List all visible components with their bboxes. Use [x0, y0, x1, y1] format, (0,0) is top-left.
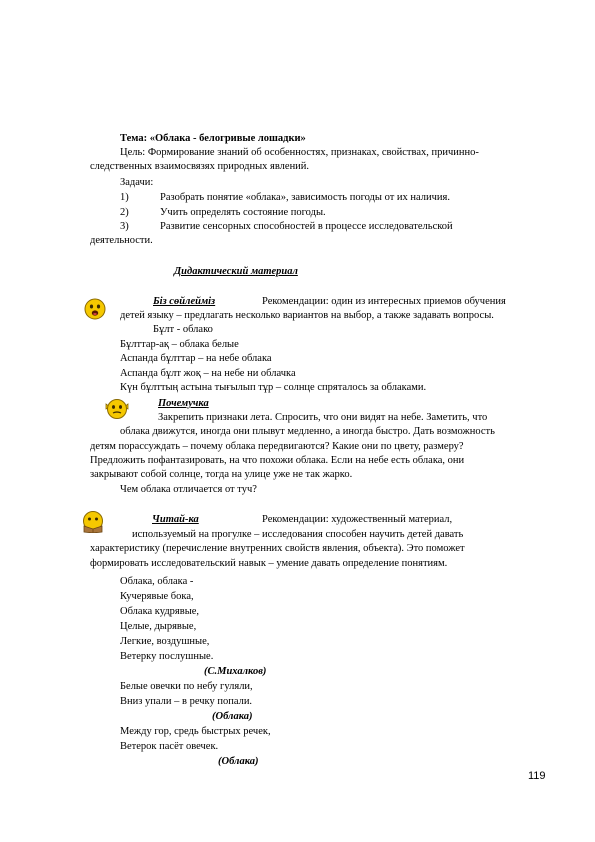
task-number: 3): [120, 221, 129, 232]
section2-line: закрывают собой солнце, тогда на улице уже не так жарко.: [90, 469, 353, 480]
page-title: Тема: «Облака - белогривые лошадки»: [120, 133, 306, 144]
poem-line: Ветерку послушные.: [120, 651, 214, 662]
task-item: [120, 191, 450, 204]
poem-line: Легкие, воздушные,: [120, 636, 210, 647]
riddle-line: Ветерок пасёт овечек.: [120, 741, 219, 752]
section2-line: облака движутся, иногда они плывут медленно, а иногда быстро. Дать возможность: [120, 426, 495, 437]
riddle-line: Между гор, средь быстрых речек,: [120, 726, 271, 737]
section2-line: детям порассуждать – почему облака передвигаются? Какие они по цвету, размеру?: [90, 441, 464, 452]
poem-author: (С.Михалков): [204, 666, 267, 677]
section3-recommendation-1: Рекомендации: художественный материал,: [262, 514, 453, 525]
goal-line-1: Цель: Формирование знаний об особенностях, признаках, свойствах, причинно-: [120, 147, 479, 158]
phrase-line: Аспанда бұлт жоқ – на небе ни облачка: [120, 368, 296, 379]
poem-line: Облака, облака -: [120, 576, 194, 587]
section2-question: Чем облака отличается от туч?: [120, 484, 257, 495]
smiley-reading-icon: [80, 511, 106, 533]
section2-line: Предложить пофантазировать, на что похожи облака. Если на небе есть облака, они: [90, 455, 465, 466]
poem-line: Кучерявые бока,: [120, 591, 194, 602]
section1-recommendation-2: детей языку – предлагать несколько вариантов на выбор, а также задавать вопросы.: [120, 310, 494, 321]
task-item: [120, 206, 326, 219]
section3-recommendation-3: характеристику (перечисление внутренних свойств явления, объекта). Это поможет: [90, 543, 465, 554]
riddle-line: Белые овечки по небу гуляли,: [120, 681, 253, 692]
task-text: Разобрать понятие «облака», зависимость погоды от их наличия.: [160, 192, 450, 203]
task3-continuation: деятельности.: [90, 235, 153, 246]
task-number: 2): [120, 207, 129, 218]
poem-line: Целые, дырявые,: [120, 621, 197, 632]
task-text: Развитие сенсорных способностей в процессе исследовательской: [160, 221, 453, 232]
task-text: Учить определять состояние погоды.: [160, 207, 326, 218]
riddle-line: Вниз упали – в речку попали.: [120, 696, 253, 707]
poem-line: Облака кудрявые,: [120, 606, 200, 617]
section1-recommendation-1: Рекомендации: один из интересных приемов обучения: [262, 296, 506, 307]
phrase-line: Аспанда бұлттар – на небе облака: [120, 353, 272, 364]
smiley-talking-icon: [84, 298, 106, 320]
tasks-label: Задачи:: [120, 177, 154, 188]
phrase-line: Күн бұлттың астына тығылып тұр – солнце спряталось за облаками.: [120, 382, 427, 393]
phrase-line: Бұлт - облако: [153, 324, 213, 335]
section3-recommendation-2: используемый на прогулке – исследования способен научить детей давать: [132, 529, 464, 540]
section2-line: Закрепить признаки лета. Спросить, что они видят на небе. Заметить, что: [158, 412, 488, 423]
task-number: 1): [120, 192, 129, 203]
section1-title: Біз сөйлейміз: [153, 296, 216, 307]
section3-title: Читай-ка: [152, 514, 199, 525]
section3-recommendation-4: формировать исследовательский навык – умение давать определение понятиям.: [90, 558, 448, 569]
page-number: 119: [528, 770, 546, 782]
goal-line-2: следственных взаимосвязях природных явлений.: [90, 161, 310, 172]
riddle-answer: (Облака): [212, 711, 253, 722]
material-title: Дидактический материал: [174, 266, 298, 277]
section2-title: Почемучка: [158, 398, 209, 409]
task-item: [120, 220, 453, 233]
phrase-line: Бұлттар-ақ – облака белые: [120, 339, 239, 350]
riddle-answer: (Облака): [218, 756, 259, 767]
smiley-thinking-icon: [104, 398, 130, 420]
